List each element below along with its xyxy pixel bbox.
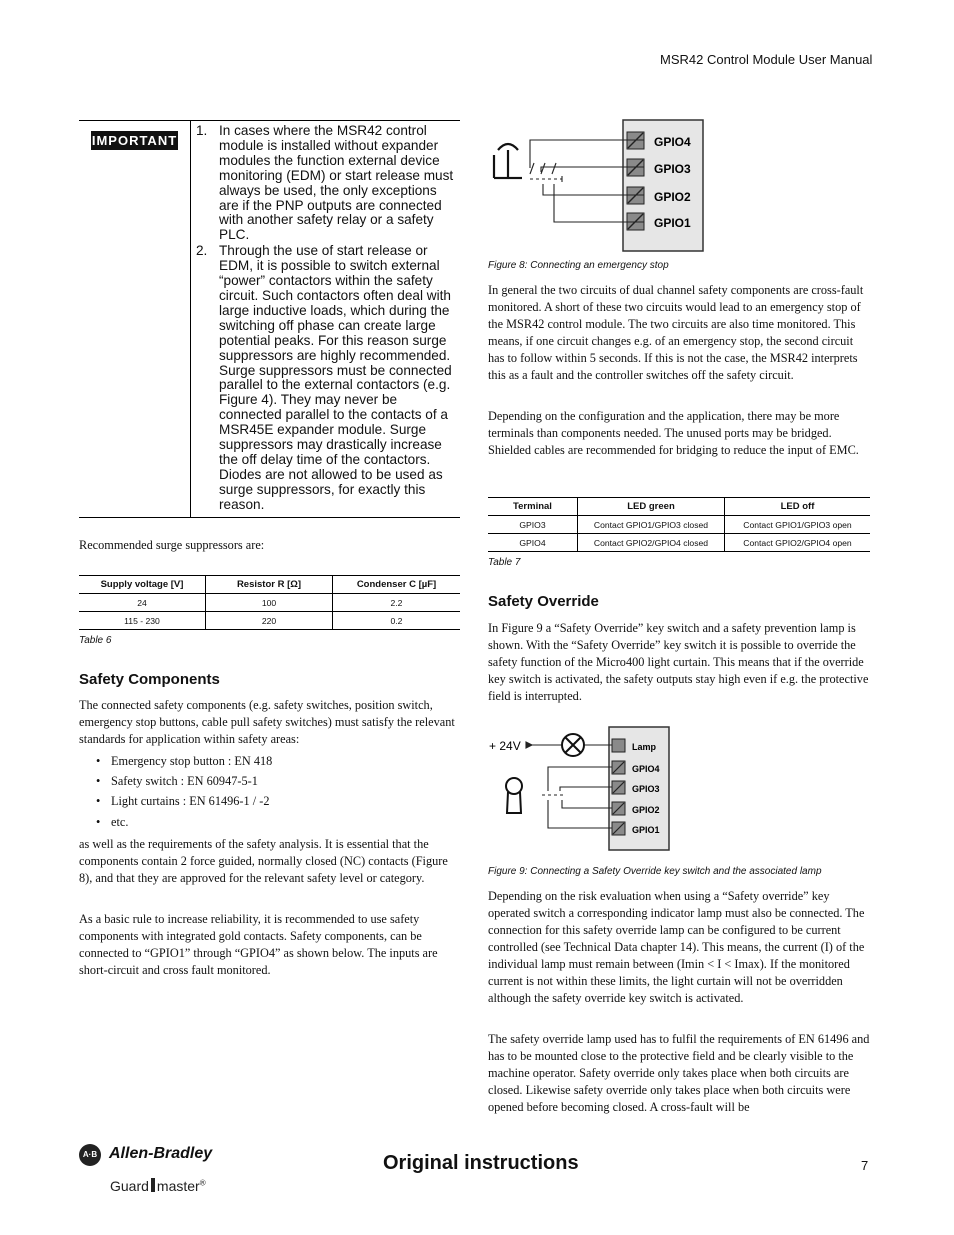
important-divider	[190, 121, 191, 517]
lamp-icon	[562, 734, 584, 756]
table-6-header-condenser: Condenser C [µF]	[333, 576, 461, 594]
important-item-2-number: 2.	[196, 243, 208, 259]
table-6	[79, 575, 460, 630]
important-item-2-text: Through the use of start release or EDM, it is possible to switch external “power” contactors within the safety circuit. Such contactors often deal with large inductive loads, which during the switching off phase can create large potential peaks. For this reason surge suppressors are highly recommended. Surge suppressors must be connected parallel to the external contactors (e.g. Figure 4). They may never be connected parallel to the contacts of a MSR45E expander module. Surge suppressors may drastically increase the off delay time of the contactors. Diodes are not allowed to be used as surge suppressors, for exactly this reason.	[219, 243, 452, 512]
lamp-terminal	[612, 739, 625, 752]
figure-8-caption: Figure 8: Connecting an emergency stop	[488, 260, 669, 271]
table-7-header-row	[488, 498, 870, 516]
table-7-caption: Table 7	[488, 557, 521, 568]
figure-9-diagram	[486, 724, 676, 854]
table-cell: 0.2	[333, 612, 461, 630]
safety-components-heading: Safety Components	[79, 671, 220, 688]
table-6-header-voltage: Supply voltage [V]	[79, 576, 206, 594]
terminal-label: GPIO1	[632, 825, 660, 835]
table-cell: GPIO3	[488, 516, 578, 534]
key-switch-icon	[506, 778, 522, 813]
terminal-label: GPIO4	[632, 764, 660, 774]
safety-components-p1: The connected safety components (e.g. safety switches, position switch, emergency stop buttons, cable pull safety switches) must satisfy the relevant standards for application within safety areas:	[79, 698, 455, 746]
table-cell: 115 - 230	[79, 612, 206, 630]
terminal-gpio4	[612, 761, 625, 774]
configuration-paragraph: Depending on the configuration and the application, there may be more terminals than components needed. The unused ports may be bridged. Shielded cables are recommended for bridging to reduce the input of EMC.	[488, 409, 859, 457]
table-6-header-resistor: Resistor R [Ω]	[206, 576, 333, 594]
table-cell: Contact GPIO1/GPIO3 closed	[578, 516, 725, 534]
risk-evaluation-paragraph: Depending on the risk evaluation when using a “Safety override” key operated switch a corresponding indicator lamp must also be connected. The connection for this safety override lamp can be configured to be current controlled (see Technical Data chapter 14). This means, the current (I) of the individual lamp must remain between (Imin < I < Imax). If the monitored current is not within these limits, the light curtain will not be overridden although the safety override key switch is activated.	[488, 889, 865, 1005]
safety-override-paragraph: In Figure 9 a “Safety Override” key switch and a safety prevention lamp is shown. With the “Safety Override” key switch it is possible to override the safety function of the Micro400 light curtain. This means that if the override key switch is activated, the safety outputs stay high even if e.g. the protective field is interrupted.	[488, 621, 869, 703]
table-cell: 2.2	[333, 594, 461, 612]
lamp-requirements-paragraph: The safety override lamp used has to fulfil the requirements of EN 61496 and has to be mounted close to the protective field and be clearly visible to the machine operator. Safety override only takes place when both circuits are closed. Likewise safety override only takes place when both circuits were opened before becoming closed. A cross-fault will be	[488, 1032, 870, 1114]
list-item: • etc.	[79, 812, 459, 832]
terminal-label: GPIO2	[654, 190, 691, 204]
table-row	[79, 612, 460, 630]
supply-label: + 24V	[489, 739, 521, 753]
table-7	[488, 497, 870, 552]
terminal-label: Lamp	[632, 742, 657, 752]
table-cell: Contact GPIO2/GPIO4 open	[725, 534, 871, 552]
terminal-gpio1	[612, 822, 625, 835]
terminal-label: GPIO1	[654, 216, 691, 230]
terminal-gpio3	[612, 781, 625, 794]
terminal-label: GPIO2	[632, 805, 660, 815]
footer-title: Original instructions	[383, 1152, 579, 1174]
important-badge: IMPORTANT	[91, 133, 178, 148]
safety-override-heading: Safety Override	[488, 593, 599, 610]
table-7-header-led-off: LED off	[725, 498, 871, 516]
registered-mark: ®	[199, 1178, 206, 1188]
table-cell: 24	[79, 594, 206, 612]
cross-fault-paragraph: In general the two circuits of dual channel safety components are cross-fault monitored. A short of these two circuits would lead to an emergency stop of the MSR42 control module. The two circuits are also time monitored. This means, if one circuit changes e.g. of an emergency stop, the second circuit has to follow within 5 seconds. If this is not the case, the MSR42 interprets this as a fault and the controller switches off the safety circuit.	[488, 283, 864, 382]
important-list	[196, 124, 458, 514]
terminal-gpio2	[612, 802, 625, 815]
table-7-header-led-green: LED green	[578, 498, 725, 516]
safety-components-p2: as well as the requirements of the safety analysis. It is essential that the components contain 2 force guided, normally closed (NC) contacts (Figure 8), and that they are approved for the relevant safety level or category.	[79, 837, 448, 885]
table-cell: 220	[206, 612, 333, 630]
allen-bradley-logo-icon: A·B	[79, 1144, 101, 1166]
figure-8-diagram	[486, 118, 711, 256]
table-row	[79, 594, 460, 612]
table-6-header-row	[79, 576, 460, 594]
terminal-label: GPIO3	[654, 162, 691, 176]
list-item: • Emergency stop button : EN 418	[79, 751, 459, 771]
terminal-label: GPIO4	[654, 135, 691, 149]
table-cell: Contact GPIO2/GPIO4 closed	[578, 534, 725, 552]
guardmaster-part-1: Guard	[110, 1178, 149, 1194]
standards-list	[79, 751, 459, 832]
important-bottom-rule	[79, 517, 460, 518]
page-number: 7	[861, 1158, 869, 1173]
table-7-header-terminal: Terminal	[488, 498, 578, 516]
table-cell: Contact GPIO1/GPIO3 open	[725, 516, 871, 534]
table-6-caption: Table 6	[79, 635, 112, 646]
brand-name: Allen-Bradley	[109, 1145, 213, 1162]
guardmaster-logo	[110, 1178, 206, 1194]
important-item-1	[196, 124, 458, 243]
important-item-1-text: In cases where the MSR42 control module is installed without expander modules the function external device monitoring (EDM) or start release must always be used, the only exceptions are if the PNP outputs are connected with another safety relay or a safety PLC.	[219, 123, 454, 243]
important-top-rule	[79, 120, 460, 121]
table-row	[488, 516, 870, 534]
running-header: MSR42 Control Module User Manual	[660, 52, 873, 67]
table-cell: 100	[206, 594, 333, 612]
list-item: • Safety switch : EN 60947-5-1	[79, 771, 459, 791]
surge-intro: Recommended surge suppressors are:	[79, 538, 265, 552]
important-item-1-number: 1.	[196, 123, 208, 138]
list-item: • Light curtains : EN 61496-1 / -2	[79, 791, 459, 811]
safety-components-p3: As a basic rule to increase reliability, it is recommended to use safety components with integrated gold contacts. Safety components, can be connected to “GPIO1” through “GPIO4” as shown below. The inputs are short-circuit and cross fault monitored.	[79, 912, 438, 977]
guardmaster-figure-icon	[151, 1178, 155, 1192]
table-cell: GPIO4	[488, 534, 578, 552]
emergency-stop-icon	[494, 144, 522, 178]
figure-9-caption: Figure 9: Connecting a Safety Override key switch and the associated lamp	[488, 866, 822, 877]
table-row	[488, 534, 870, 552]
important-item-2	[196, 244, 458, 512]
guardmaster-part-2: master	[156, 1178, 200, 1194]
terminal-label: GPIO3	[632, 784, 660, 794]
